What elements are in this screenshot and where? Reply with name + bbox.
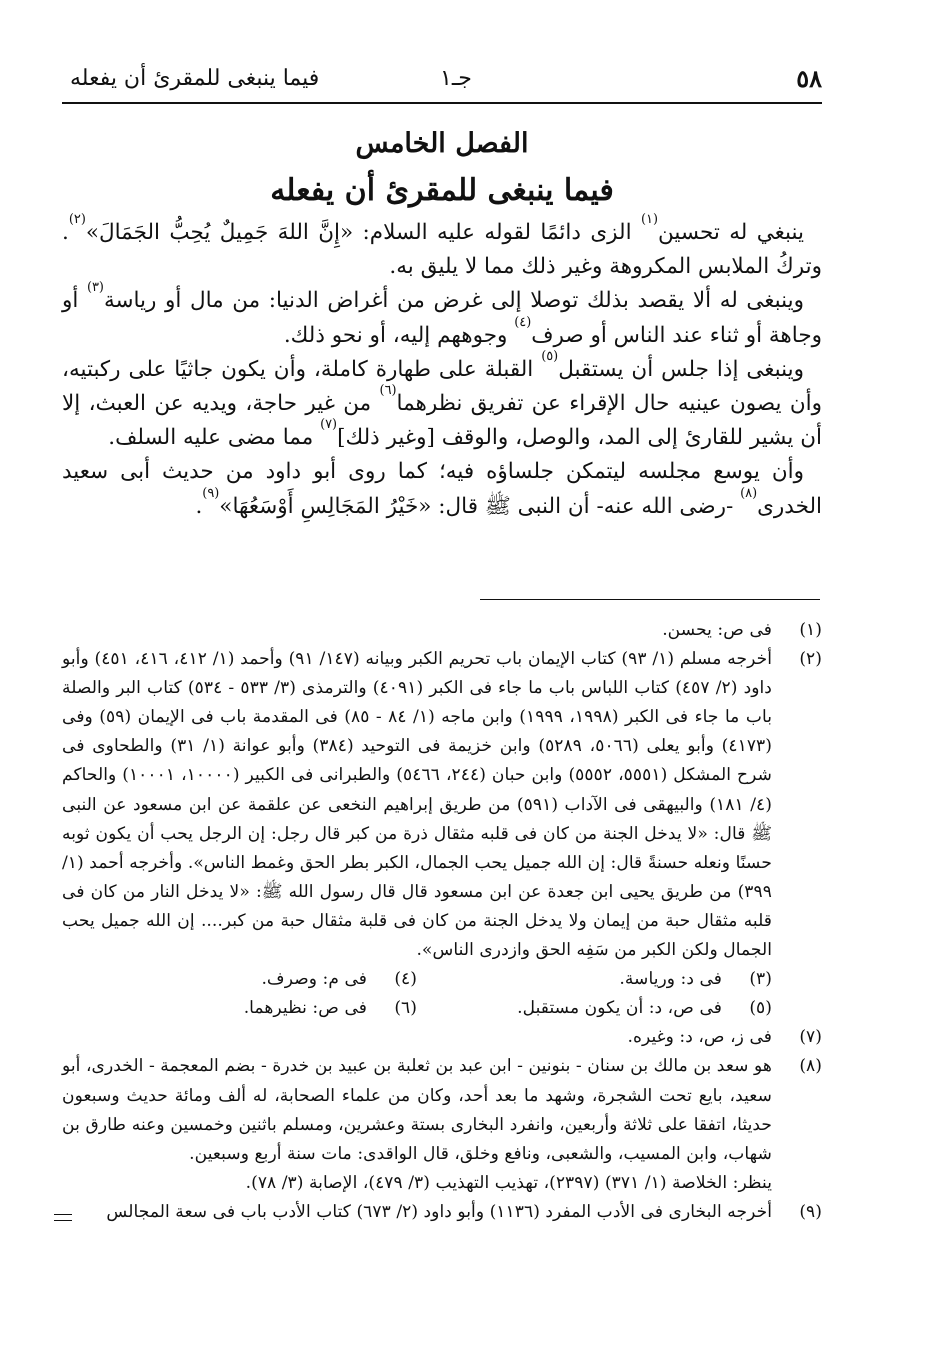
paragraph-1 — [62, 212, 822, 284]
footnote-separator — [480, 599, 820, 600]
footnote-ref[interactable]: (٧) — [320, 417, 338, 433]
footnote-ref[interactable]: (٣) — [86, 280, 104, 296]
footnote-6 — [62, 994, 417, 1023]
footnote-ref[interactable]: (٩) — [202, 485, 220, 501]
footnote-text: فى ص: نظيرهما. — [243, 998, 367, 1019]
footnote-number: (١) — [799, 620, 822, 640]
chapter-title: الفصل الخامس — [355, 128, 529, 159]
footnote-ref[interactable]: (٦) — [379, 383, 397, 399]
text-run: . وتركُ الملابس المكروهة وغير ذلك مما لا يليق به. — [62, 220, 822, 280]
footnote-8 — [62, 1052, 822, 1168]
footnote-ref[interactable]: (٢) — [68, 212, 86, 227]
text-run: وينبغى إذا جلس أن يستقبل — [558, 356, 804, 382]
footnote-number: (٨) — [799, 1056, 822, 1077]
main-text — [62, 212, 822, 524]
volume-label: جـ١ — [440, 66, 472, 91]
footnote-text: فى ز، ص، د: وغيره. — [627, 1027, 772, 1048]
header-rule — [62, 102, 822, 104]
text-run: مما مضى عليه السلف. — [108, 425, 321, 451]
footnote-text: أخرجه مسلم (١/ ٩٣) كتاب الإيمان باب تحريم الكبر وبيانه (١٤٧/ ٩١) وأحمد (١/ ٤١٢، ٤١٦، ٤٥١) وأبو داود (٢/ ٤٥٧) كتاب اللباس باب ما جاء فى الكبر (٤٠٩١) والترمذى (٣/ ٥٣٣ - ٥٣٤) كتاب البر والصلة باب ما جاء فى الكبر (١٩٩٨، ١٩٩٩) وابن ماجه (١/ ٨٤ - ٨٥) فى المقدمة باب فى الإيمان (٥٩) وفى (٤١٧٣) وأبو يعلى (٥٠٦٦، ٥٢٨٩) وابن خزيمة فى التوحيد (٣٨٤) وأبو عوانة (١/ ٣١) والطحاوى فى شرح المشكل (٥٥٥١، ٥٥٥٢) وابن حبان (٢٤٤، ٥٤٦٦) والطبرانى فى الكبير (١٠٠٠٠، ١٠٠٠١) والحاكم (٤/ ١٨١) والبيهقى فى الآداب (٥٩١) من طريق إبراهيم النخعى عن علقمة عن ابن مسعود عن النبى ﷺ قال: «لا يدخل الجنة من كان فى قلبه مثقال ذرة من كبر قال رجل: إن الرجل يحب أن يكون ثوبه حسنًا ونعله حسنةً قال: إن الله جميل يحب الجمال، الكبر بطر الحق وغمط الناس». وأخرجه أحمد (١/ ٣٩٩) من طريق يحيى ابن جعدة عن ابن مسعود قال قال رسول الله ﷺ: «لا يدخل النار من كان فى قلبه مثقال حبة من إيمان ولا يدخل الجنة من كان فى قلبة مثقال حبة من كبر.... إن الله جميل يحب الجمال ولكن الكبر من سَفِه الحق وازدرى الناس». — [62, 649, 773, 961]
text-run: وأن يوسع مجلسه ليتمكن جلساؤه فيه؛ كما روى أبو داود من حديث أبى سعيد الخدرى — [62, 459, 822, 519]
footnote-pair-3-4 — [62, 965, 822, 994]
footnote-7 — [62, 1023, 822, 1052]
text-run: . — [195, 493, 203, 519]
footnote-text: فى م: وصرف. — [261, 969, 367, 990]
text-run: من غير حاجة، ويديه عن العبث، إلا أن يشير للقارئ إلى المد، والوصل، والوقف [وغير ذلك] — [62, 391, 822, 451]
footnote-text: فى ص: يحسن. — [662, 620, 772, 640]
text-run: القبلة على طهارة كاملة، وأن يكون جاثيًا على ركبتيه، وأن يصون عينيه حال الإقراء عن تفريق نظرهما — [62, 356, 822, 417]
footnote-1 — [62, 616, 822, 645]
footnote-number: (٣) — [749, 969, 772, 990]
footnote-5 — [417, 994, 772, 1023]
footnote-text: أخرجه البخارى فى الأدب المفرد (١١٣٦) وأبو داود (٢/ ٦٧٣) كتاب الأدب باب فى سعة المجالس — [106, 1201, 772, 1222]
paragraph-4 — [62, 455, 822, 523]
footnote-9 — [62, 1198, 822, 1227]
paragraph-2 — [62, 280, 822, 352]
footnote-3 — [417, 965, 772, 994]
text-run: ينبغي له تحسين — [657, 220, 804, 245]
page-number: ٥٨ — [796, 64, 822, 93]
text-run: أو وجاهة أو ثناء عند الناس أو صرف — [62, 288, 822, 348]
footnote-ref[interactable]: (٨) — [740, 485, 758, 501]
footnote-text: فى ص، د: أن يكون مستقبل. — [517, 998, 722, 1019]
running-title: فيما ينبغى للمقرئ أن يفعله — [70, 66, 320, 91]
running-header — [70, 58, 822, 98]
footnote-number: (٢) — [799, 649, 822, 670]
footnote-8-references: ينظر: الخلاصة (١/ ٣٧١) (٢٣٩٧)، تهذيب التهذيب (٣/ ٤٧٩)، الإصابة (٣/ ٧٨). — [245, 1172, 772, 1193]
footnotes — [62, 616, 822, 1227]
footnote-2 — [62, 645, 822, 965]
continuation-mark — [54, 1214, 72, 1221]
paragraph-3 — [62, 348, 822, 456]
text-run: وجوههم إليه، أو نحو ذلك. — [283, 322, 515, 348]
footnote-number: (٧) — [799, 1027, 822, 1048]
footnote-ref[interactable]: (٤) — [514, 314, 532, 330]
text-run: الزى دائمًا لقوله عليه السلام: «إِنَّ اللهَ جَمِيلٌ يُحِبُّ الجَمَالَ» — [85, 220, 641, 245]
footnote-number: (٦) — [394, 998, 417, 1019]
footnote-text: هو سعد بن مالك بن سنان - بنونين - ابن عبد بن ثعلبة بن عبيد بن خدرة - بضم المعجمة - الخدرى، أبو سعيد، بايع تحت الشجرة، وشهد ما بعد أحد، وكان من علماء الصحابة، له ألف ومائة حديث وسبعون حديثا، اتفقا على ثلاثة وأربعين، وانفرد البخارى بستة وعشرين، ومسلم باثنين وخمسين وعنه طارق بن شهاب، وابن المسيب، والشعبى، ونافع وخلق، قال الواقدى: مات سنة أربع وسبعين. — [62, 1056, 772, 1164]
footnote-number: (٥) — [749, 998, 772, 1019]
footnote-number: (٤) — [394, 969, 417, 990]
footnote-ref[interactable]: (٥) — [541, 348, 559, 364]
footnote-4 — [62, 965, 417, 994]
text-run: -رضى الله عنه- أن النبى ﷺ قال: «خَيْرُ المَجَالِسِ أَوْسَعُهَا» — [219, 493, 741, 519]
footnote-text: فى د: ورياسة. — [619, 969, 722, 990]
footnote-pair-5-6 — [62, 994, 822, 1023]
footnote-number: (٩) — [799, 1201, 822, 1222]
footnote-ref[interactable]: (١) — [640, 212, 658, 227]
text-run: وينبغى له ألا يقصد بذلك توصلا إلى غرض من أغراض الدنيا: من مال أو رياسة — [103, 288, 804, 314]
chapter-subtitle: فيما ينبغى للمقرئ أن يفعله — [270, 173, 614, 208]
